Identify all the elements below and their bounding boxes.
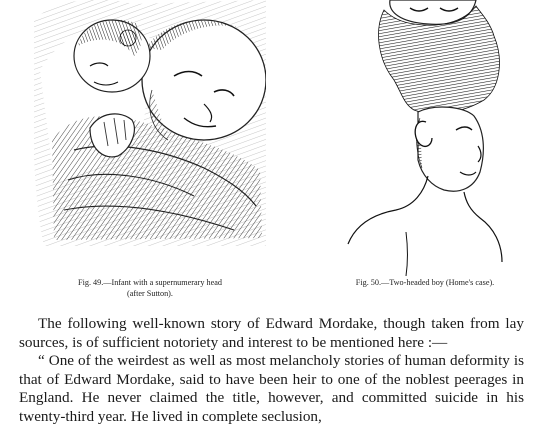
body-paragraph-1: The following well-known story of Edward Mordake, though taken from lay sources, is of sufficient notoriety and interest to be mentioned here :— (19, 315, 524, 351)
figure-50-caption: Fig. 50.—Two-headed boy (Home's case). (355, 278, 495, 287)
body-paragraph-2: “ One of the weirdest as well as most melancholy stories of human deformity is that of Edward Mordake, said to have been heir to one of the noblest peerages in England. He never claimed the title, however, and committed suicide in his twenty-third year. He lived in complete seclusion, (19, 352, 524, 425)
figure-50-drawing (344, 0, 514, 276)
figure-49-caption-line1: Fig. 49.—Infant with a supernumerary head (78, 278, 222, 287)
figure-49-caption-line2: (after Sutton). (127, 289, 173, 298)
figure-49-engraving (34, 0, 266, 246)
figure-49-caption (44, 277, 256, 299)
